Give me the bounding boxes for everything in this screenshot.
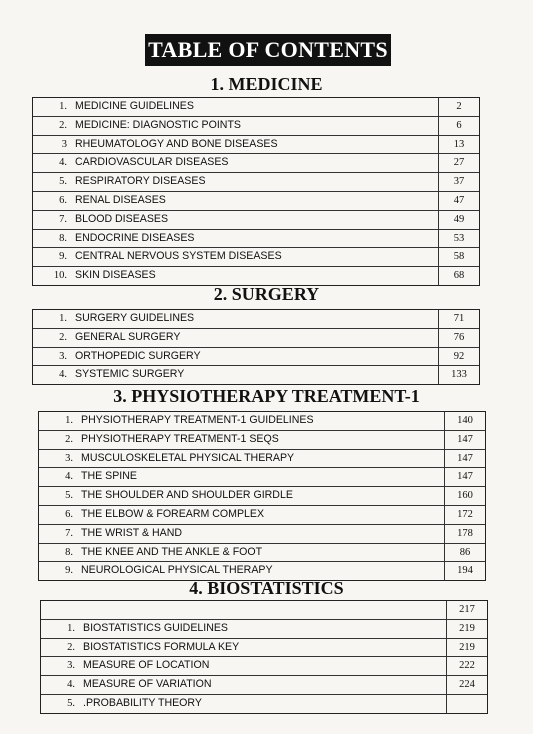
toc-row[interactable] (39, 525, 485, 544)
row-label: SURGERY GUIDELINES (75, 312, 195, 324)
section-heading-medicine: 1. MEDICINE (210, 74, 323, 94)
row-label: SKIN DISEASES (75, 269, 156, 282)
row-page: 224 (446, 676, 487, 694)
page-title: TABLE OF CONTENTS (145, 34, 391, 66)
toc-row[interactable] (33, 230, 479, 249)
toc-row[interactable] (39, 431, 485, 450)
toc-row[interactable] (33, 329, 479, 348)
row-label: MUSCULOSKELETAL PHYSICAL THERAPY (81, 451, 295, 464)
row-number: 4. (65, 471, 73, 483)
row-page: 58 (438, 248, 479, 266)
toc-row[interactable] (41, 620, 487, 639)
row-number: 3. (65, 452, 73, 464)
row-page: 37 (438, 173, 479, 191)
row-number: 2. (59, 331, 67, 343)
row-number: 1. (67, 622, 75, 634)
row-number: 8. (65, 546, 73, 558)
section-heading-surgery: 2. SURGERY (213, 284, 320, 304)
row-page: 160 (444, 487, 485, 505)
row-number: 2. (65, 433, 73, 445)
row-number: 7. (59, 213, 67, 225)
row-label: BIOSTATISTICS FORMULA KEY (83, 640, 240, 653)
row-page: 86 (444, 544, 485, 562)
toc-table-physiotherapy (38, 411, 486, 581)
section-heading-physiotherapy: 3. PHYSIOTHERAPY TREATMENT-1 (113, 386, 420, 406)
row-label: THE ELBOW & FOREARM COMPLEX (81, 507, 265, 520)
row-label: PHYSIOTHERAPY TREATMENT-1 SEQS (81, 432, 279, 445)
row-page: 172 (444, 506, 485, 524)
row-page: 68 (438, 267, 479, 285)
row-label: THE WRIST & HAND (81, 526, 183, 539)
toc-row[interactable] (33, 310, 479, 329)
row-page (446, 695, 487, 713)
row-number: 3 (61, 138, 67, 150)
row-number: 6. (59, 194, 67, 206)
row-number: 9. (65, 565, 73, 577)
row-page: 27 (438, 154, 479, 172)
toc-row[interactable] (41, 601, 487, 620)
row-page: 47 (438, 192, 479, 210)
row-page: 92 (438, 348, 479, 366)
row-page: 13 (438, 136, 479, 154)
row-number (41, 601, 83, 619)
row-page: 71 (438, 310, 479, 328)
toc-row[interactable] (33, 154, 479, 173)
toc-row[interactable] (33, 192, 479, 211)
toc-row[interactable] (33, 366, 479, 384)
row-label: MEASURE OF LOCATION (83, 659, 210, 672)
toc-row[interactable] (41, 695, 487, 713)
row-label: BLOOD DISEASES (75, 212, 169, 225)
row-label: ORTHOPEDIC SURGERY (75, 349, 201, 362)
row-page: 76 (438, 329, 479, 347)
row-number: 4. (67, 679, 75, 691)
row-label: SYSTEMIC SURGERY (75, 368, 185, 381)
row-number: 10. (53, 270, 67, 282)
row-page: 140 (444, 412, 485, 430)
row-number: 4. (59, 369, 67, 381)
toc-row[interactable] (39, 450, 485, 469)
toc-row[interactable] (33, 136, 479, 155)
row-label: NEUROLOGICAL PHYSICAL THERAPY (81, 564, 273, 577)
row-number: 5. (59, 176, 67, 188)
row-page: 219 (446, 620, 487, 638)
toc-row[interactable] (33, 173, 479, 192)
row-number: 1. (65, 415, 73, 426)
toc-table-biostatistics (40, 600, 488, 714)
row-number: 2. (59, 119, 67, 131)
toc-row[interactable] (33, 348, 479, 367)
row-page: 2 (438, 98, 479, 116)
row-label: ENDOCRINE DISEASES (75, 231, 195, 244)
row-label: RHEUMATOLOGY AND BONE DISEASES (75, 137, 278, 150)
row-number: 1. (59, 101, 67, 112)
toc-row[interactable] (39, 468, 485, 487)
row-number: 4. (59, 157, 67, 169)
row-page: 178 (444, 525, 485, 543)
row-label: MEDICINE: DIAGNOSTIC POINTS (75, 118, 241, 131)
section-heading-biostatistics: 4. BIOSTATISTICS (189, 578, 344, 598)
row-page: 147 (444, 450, 485, 468)
row-label: RESPIRATORY DISEASES (75, 175, 206, 188)
row-label: .PROBABILITY THEORY (83, 696, 202, 709)
toc-row[interactable] (33, 248, 479, 267)
toc-row[interactable] (41, 639, 487, 658)
row-number: 1. (59, 313, 67, 324)
row-number: 9. (59, 251, 67, 263)
row-number: 3. (67, 660, 75, 672)
row-page: 147 (444, 468, 485, 486)
toc-table-surgery (32, 309, 480, 385)
toc-row[interactable] (33, 267, 479, 285)
toc-row[interactable] (33, 117, 479, 136)
row-label: MEDICINE GUIDELINES (75, 100, 194, 112)
row-page: 222 (446, 657, 487, 675)
row-label: GENERAL SURGERY (75, 330, 181, 343)
toc-row[interactable] (39, 412, 485, 431)
row-number: 5. (67, 697, 75, 709)
toc-row[interactable] (39, 506, 485, 525)
row-label: CARDIOVASCULAR DISEASES (75, 156, 229, 169)
toc-row[interactable] (41, 657, 487, 676)
row-page: 53 (438, 230, 479, 248)
row-number: 7. (65, 527, 73, 539)
row-page: 49 (438, 211, 479, 229)
row-page: 194 (444, 562, 485, 580)
row-number: 2. (67, 641, 75, 653)
toc-row[interactable] (33, 98, 479, 117)
row-page: 147 (444, 431, 485, 449)
row-label: THE SHOULDER AND SHOULDER GIRDLE (81, 489, 293, 502)
row-label: THE SPINE (81, 470, 137, 483)
row-label: BIOSTATISTICS GUIDELINES (83, 621, 229, 634)
row-page: 133 (438, 366, 479, 384)
row-number: 6. (65, 508, 73, 520)
row-number: 8. (59, 232, 67, 244)
toc-row[interactable] (39, 487, 485, 506)
row-page: 6 (438, 117, 479, 135)
row-number: 5. (65, 490, 73, 502)
row-page: 219 (446, 639, 487, 657)
row-label: PHYSIOTHERAPY TREATMENT-1 GUIDELINES (81, 414, 314, 426)
row-label: MEASURE OF VARIATION (83, 678, 212, 691)
row-label: CENTRAL NERVOUS SYSTEM DISEASES (75, 250, 282, 263)
toc-row[interactable] (39, 544, 485, 563)
row-page: 217 (446, 601, 487, 619)
toc-row[interactable] (33, 211, 479, 230)
row-label: RENAL DISEASES (75, 193, 166, 206)
row-label: THE KNEE AND THE ANKLE & FOOT (81, 545, 263, 558)
row-number: 3. (59, 350, 67, 362)
row-label (83, 601, 446, 619)
toc-row[interactable] (41, 676, 487, 695)
toc-table-medicine (32, 97, 480, 286)
